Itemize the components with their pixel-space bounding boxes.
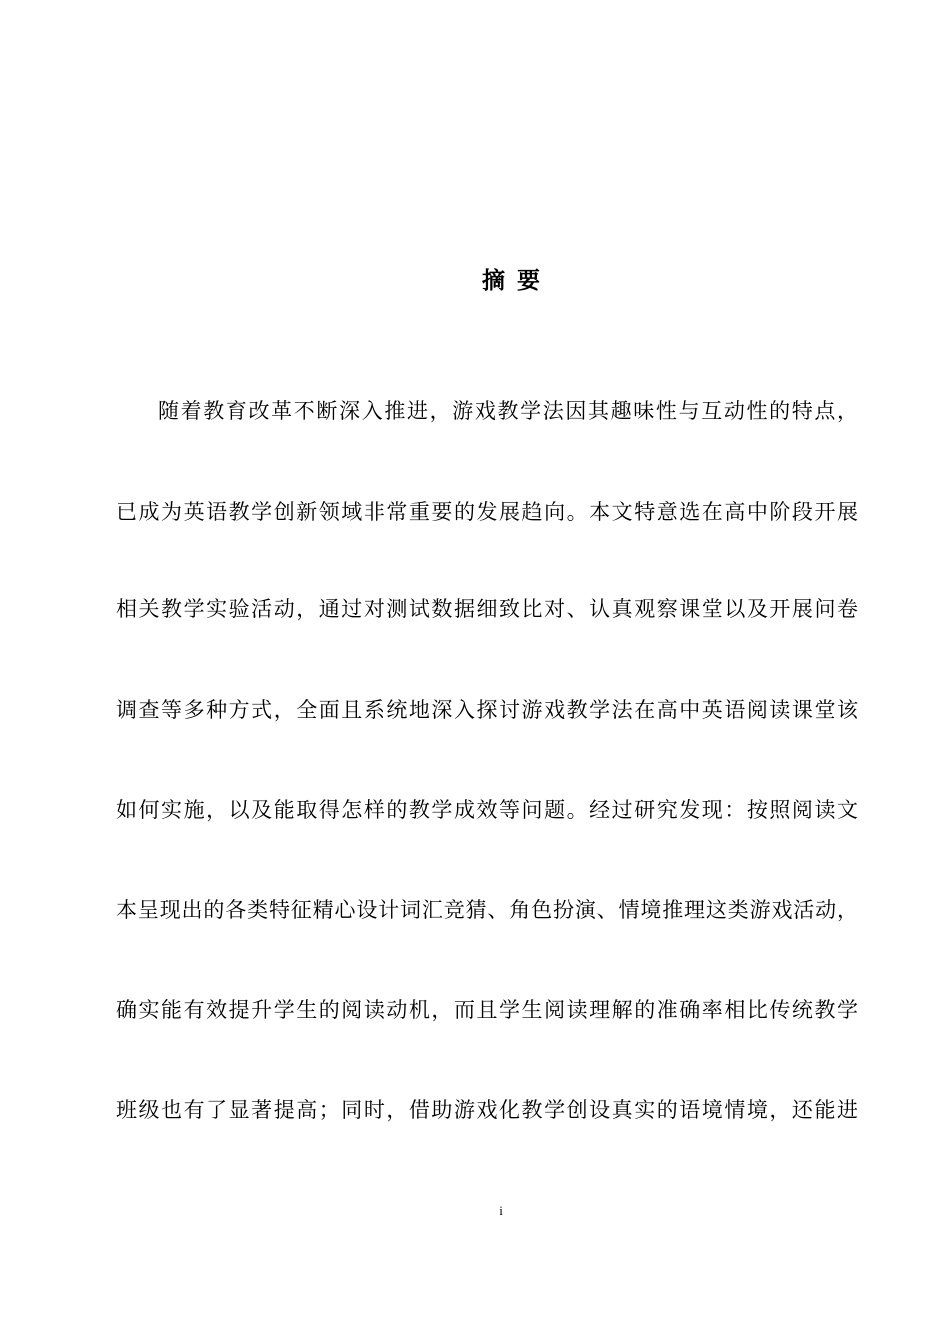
paragraph-line: 本呈现出的各类特征精心设计词汇竞猜、角色扮演、情境推理这类游戏活动，: [116, 898, 858, 922]
paragraph-line: 确实能有效提升学生的阅读动机，而且学生阅读理解的准确率相比传统教学: [116, 998, 858, 1022]
page-number: i: [499, 1203, 503, 1218]
paragraph-line: 已成为英语教学创新领域非常重要的发展趋向。本文特意选在高中阶段开展: [116, 500, 858, 524]
paragraph-line: 随着教育改革不断深入推进，游戏教学法因其趣味性与互动性的特点，: [158, 399, 858, 423]
page-title: 摘 要: [481, 268, 542, 294]
paragraph-line: 相关教学实验活动，通过对测试数据细致比对、认真观察课堂以及开展问卷: [116, 597, 858, 621]
paragraph-line: 调查等多种方式，全面且系统地深入探讨游戏教学法在高中英语阅读课堂该: [116, 698, 858, 722]
paragraph-line: 班级也有了显著提高；同时，借助游戏化教学创设真实的语境情境，还能进: [116, 1098, 858, 1122]
paragraph-line: 如何实施，以及能取得怎样的教学成效等问题。经过研究发现：按照阅读文: [116, 798, 858, 822]
